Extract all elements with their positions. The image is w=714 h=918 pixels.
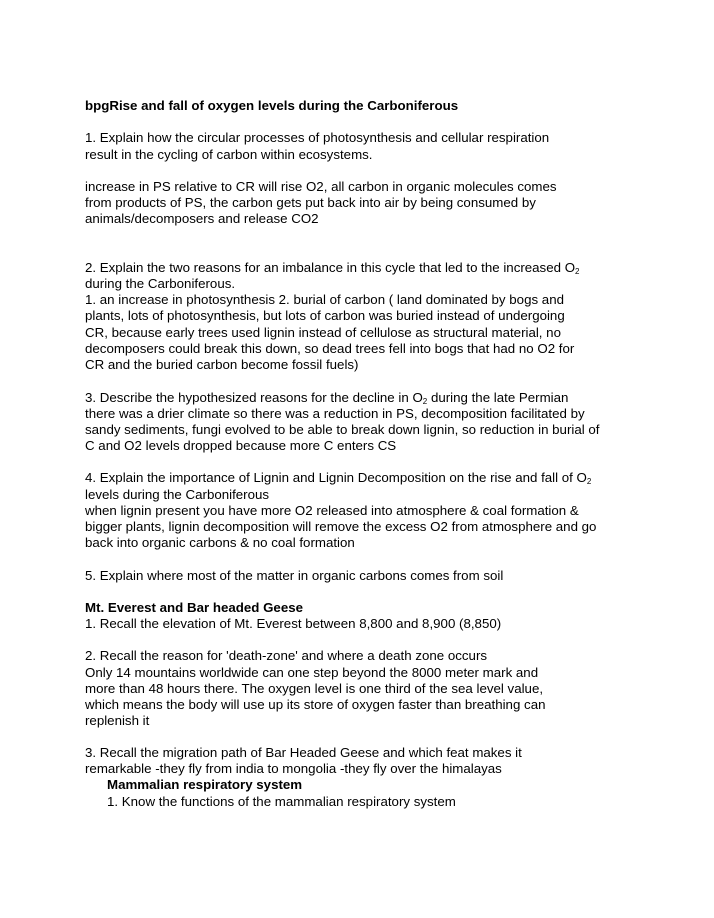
question-4-text: 4. Explain the importance of Lignin and Lignin Decomposition on the rise and fall of O — [85, 470, 587, 485]
question-1-line-1: 1. Explain how the circular processes of photosynthesis and cellular respiration — [85, 130, 550, 145]
everest-question-2: 2. Recall the reason for 'death-zone' and where a death zone occurs — [85, 648, 488, 663]
answer-4-line-2: bigger plants, lignin decomposition will remove the excess O2 from atmosphere and go — [85, 519, 597, 534]
question-2-line-2: during the Carboniferous. — [85, 276, 236, 291]
section-title-respiratory: Mammalian respiratory system — [107, 777, 303, 792]
answer-4-line-1: when lignin present you have more O2 released into atmosphere & coal formation & — [85, 503, 579, 518]
everest-question-1: 1. Recall the elevation of Mt. Everest between 8,800 and 8,900 (8,850) — [85, 616, 502, 631]
answer-1-line-2: from products of PS, the carbon gets put back into air by being consumed by — [85, 195, 536, 210]
answer-2-line-1: 1. an increase in photosynthesis 2. burial of carbon ( land dominated by bogs and — [85, 292, 564, 307]
answer-2-line-3: CR, because early trees used lignin instead of cellulose as structural material, no — [85, 325, 561, 340]
everest-answer-2-line-3: which means the body will use up its store of oxygen faster than breathing can — [85, 697, 546, 712]
question-2-line-1 — [85, 260, 580, 276]
question-4-line-1 — [85, 470, 591, 486]
answer-3-line-1: there was a drier climate so there was a reduction in PS, decomposition facilitated by — [85, 406, 585, 421]
question-2-subscript: 2 — [575, 267, 580, 276]
answer-3-line-2: sandy sediments, fungi evolved to be able to break down lignin, so reduction in burial of — [85, 422, 600, 437]
answer-1-line-1: increase in PS relative to CR will rise O2, all carbon in organic molecules comes — [85, 179, 557, 194]
respiratory-item-1: 1. Know the functions of the mammalian respiratory system — [107, 794, 456, 809]
everest-answer-2-line-1: Only 14 mountains worldwide can one step beyond the 8000 meter mark and — [85, 665, 539, 680]
section-title-carboniferous: bpgRise and fall of oxygen levels during the Carboniferous — [85, 98, 459, 113]
question-3-text-b: during the late Permian — [427, 390, 569, 405]
question-3 — [85, 390, 568, 406]
answer-3-line-3: C and O2 levels dropped because more C enters CS — [85, 438, 397, 453]
answer-4-line-3: back into organic carbons & no coal formation — [85, 535, 355, 550]
question-4-subscript: 2 — [586, 477, 592, 486]
section-title-everest: Mt. Everest and Bar headed Geese — [85, 600, 304, 615]
question-2-text: 2. Explain the two reasons for an imbalance in this cycle that led to the increased O — [85, 260, 576, 275]
answer-2-line-2: plants, lots of photosynthesis, but lots of carbon was buried instead of undergoing — [85, 308, 565, 323]
question-1-line-2: result in the cycling of carbon within ecosystems. — [85, 147, 373, 162]
question-3-subscript: 2 — [422, 397, 428, 406]
answer-1-line-3: animals/decomposers and release CO2 — [85, 211, 319, 226]
question-5: 5. Explain where most of the matter in organic carbons comes from soil — [85, 568, 504, 583]
answer-2-line-4: decomposers could break this down, so dead trees fell into bogs that had no O2 for — [85, 341, 575, 356]
everest-answer-2-line-2: more than 48 hours there. The oxygen level is one third of the sea level value, — [85, 681, 544, 696]
question-4-line-2: levels during the Carboniferous — [85, 487, 270, 502]
everest-question-3-line-1: 3. Recall the migration path of Bar Headed Geese and which feat makes it — [85, 745, 522, 760]
everest-question-3-line-2: remarkable -they fly from india to mongolia -they fly over the himalayas — [85, 761, 502, 776]
answer-2-line-5: CR and the buried carbon become fossil fuels) — [85, 357, 359, 372]
question-3-text-a: 3. Describe the hypothesized reasons for the decline in O — [85, 390, 423, 405]
everest-answer-2-line-4: replenish it — [85, 713, 150, 728]
